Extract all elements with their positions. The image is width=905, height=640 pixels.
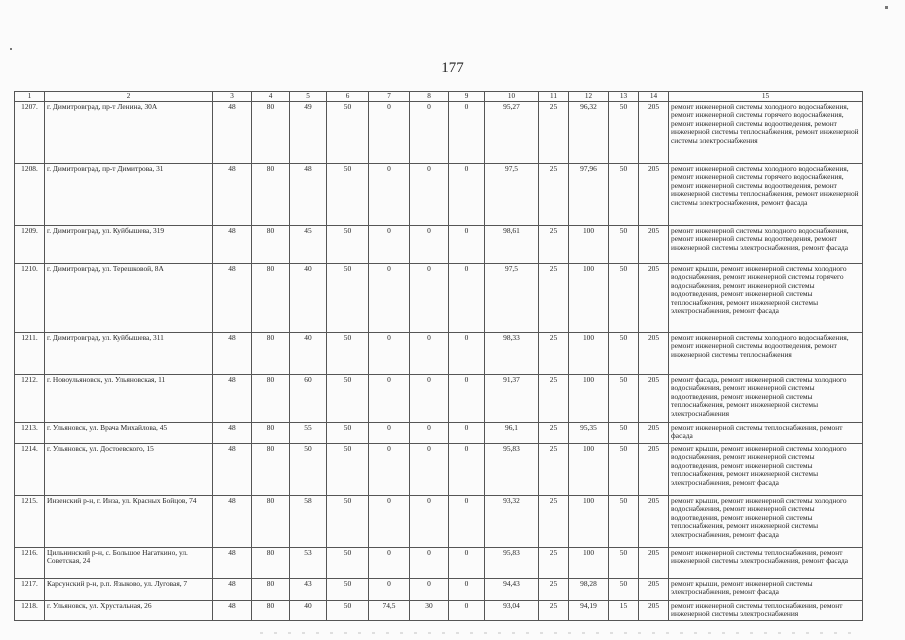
value-col7-cell: 0 (369, 495, 410, 547)
value-col11-cell: 25 (539, 547, 569, 578)
value-col4-cell: 80 (252, 263, 290, 332)
column-header: 5 (290, 92, 327, 102)
value-col13-cell: 50 (609, 374, 639, 422)
works-list-cell: ремонт инженерной системы холодного водоснабжения, ремонт инженерной системы водоотведения, ремонт инженерной системы электроснабжения, ремонт фасада (669, 225, 863, 263)
column-header: 13 (609, 92, 639, 102)
value-col6-cell: 50 (327, 263, 369, 332)
table-row (15, 600, 863, 620)
value-col14-cell: 205 (639, 495, 669, 547)
address-cell: г. Димитровград, пр-т Димитрова, 31 (45, 163, 213, 225)
value-col12-cell: 97,96 (569, 163, 609, 225)
value-col7-cell: 0 (369, 163, 410, 225)
value-col5-cell: 50 (290, 443, 327, 495)
value-col8-cell: 0 (410, 547, 449, 578)
value-col4-cell: 80 (252, 332, 290, 374)
value-col9-cell: 0 (449, 600, 485, 620)
column-header: 2 (45, 92, 213, 102)
value-col7-cell: 0 (369, 225, 410, 263)
value-col6-cell: 50 (327, 101, 369, 163)
column-header: 6 (327, 92, 369, 102)
value-col14-cell: 205 (639, 263, 669, 332)
value-col12-cell: 100 (569, 374, 609, 422)
value-col12-cell: 100 (569, 263, 609, 332)
value-col9-cell: 0 (449, 225, 485, 263)
row-number-cell: 1214. (15, 443, 45, 495)
corner-mark-top (885, 6, 888, 9)
value-col6-cell: 50 (327, 163, 369, 225)
value-col14-cell: 205 (639, 600, 669, 620)
value-col10-cell: 93,04 (485, 600, 539, 620)
table-row (15, 263, 863, 332)
value-col3-cell: 48 (213, 600, 252, 620)
works-list-cell: ремонт инженерной системы холодного водоснабжения, ремонт инженерной системы водоотведения, ремонт инженерной системы теплоснабжения (669, 332, 863, 374)
address-cell: г. Ульяновск, ул. Врача Михайлова, 45 (45, 422, 213, 443)
corner-mark-left (10, 48, 12, 50)
value-col5-cell: 55 (290, 422, 327, 443)
table-row (15, 422, 863, 443)
address-cell: Цильнинский р-н, с. Большое Нагаткино, ул. Советская, 24 (45, 547, 213, 578)
column-header: 9 (449, 92, 485, 102)
value-col10-cell: 97,5 (485, 263, 539, 332)
value-col8-cell: 0 (410, 263, 449, 332)
value-col13-cell: 50 (609, 263, 639, 332)
value-col8-cell: 0 (410, 374, 449, 422)
address-cell: г. Димитровград, ул. Куйбышева, 319 (45, 225, 213, 263)
value-col12-cell: 100 (569, 443, 609, 495)
value-col10-cell: 93,32 (485, 495, 539, 547)
works-list-cell: ремонт инженерной системы теплоснабжения, ремонт фасада (669, 422, 863, 443)
row-number-cell: 1215. (15, 495, 45, 547)
value-col7-cell: 74,5 (369, 600, 410, 620)
value-col12-cell: 94,19 (569, 600, 609, 620)
value-col11-cell: 25 (539, 443, 569, 495)
value-col7-cell: 0 (369, 374, 410, 422)
address-cell: Инзенский р-н, г. Инза, ул. Красных Бойцов, 74 (45, 495, 213, 547)
value-col4-cell: 80 (252, 547, 290, 578)
value-col6-cell: 50 (327, 578, 369, 600)
works-list-cell: ремонт инженерной системы теплоснабжения, ремонт инженерной системы электроснабжения (669, 600, 863, 620)
value-col3-cell: 48 (213, 422, 252, 443)
column-header: 4 (252, 92, 290, 102)
value-col4-cell: 80 (252, 443, 290, 495)
value-col10-cell: 96,1 (485, 422, 539, 443)
column-header: 1 (15, 92, 45, 102)
value-col4-cell: 80 (252, 495, 290, 547)
row-number-cell: 1218. (15, 600, 45, 620)
value-col4-cell: 80 (252, 422, 290, 443)
row-number-cell: 1207. (15, 101, 45, 163)
row-number-cell: 1211. (15, 332, 45, 374)
value-col10-cell: 91,37 (485, 374, 539, 422)
value-col7-cell: 0 (369, 101, 410, 163)
column-header: 12 (569, 92, 609, 102)
value-col10-cell: 94,43 (485, 578, 539, 600)
works-list-cell: ремонт инженерной системы холодного водоснабжения, ремонт инженерной системы горячего водоснабжения, ремонт инженерной системы водоотведения, ремонт инженерной системы теплоснабжения, ремонт инженерной системы электроснабжения (669, 101, 863, 163)
value-col5-cell: 43 (290, 578, 327, 600)
value-col3-cell: 48 (213, 495, 252, 547)
value-col12-cell: 100 (569, 495, 609, 547)
registry-table (14, 91, 863, 621)
value-col3-cell: 48 (213, 374, 252, 422)
row-number-cell: 1213. (15, 422, 45, 443)
row-number-cell: 1208. (15, 163, 45, 225)
value-col3-cell: 48 (213, 225, 252, 263)
value-col10-cell: 97,5 (485, 163, 539, 225)
value-col11-cell: 25 (539, 263, 569, 332)
value-col8-cell: 0 (410, 495, 449, 547)
row-number-cell: 1212. (15, 374, 45, 422)
value-col4-cell: 80 (252, 374, 290, 422)
value-col10-cell: 95,27 (485, 101, 539, 163)
value-col12-cell: 100 (569, 332, 609, 374)
address-cell: г. Димитровград, пр-т Ленина, 30А (45, 101, 213, 163)
value-col11-cell: 25 (539, 332, 569, 374)
value-col14-cell: 205 (639, 163, 669, 225)
value-col8-cell: 0 (410, 163, 449, 225)
table-row (15, 578, 863, 600)
value-col3-cell: 48 (213, 578, 252, 600)
value-col9-cell: 0 (449, 422, 485, 443)
column-header: 14 (639, 92, 669, 102)
works-list-cell: ремонт крыши, ремонт инженерной системы холодного водоснабжения, ремонт инженерной системы горячего водоснабжения, ремонт инженерной системы водоотведения, ремонт инженерной системы теплоснабжения, ремонт инженерной системы электроснабжения, ремонт фасада (669, 263, 863, 332)
value-col12-cell: 98,28 (569, 578, 609, 600)
value-col9-cell: 0 (449, 263, 485, 332)
value-col13-cell: 50 (609, 547, 639, 578)
value-col14-cell: 205 (639, 547, 669, 578)
value-col5-cell: 40 (290, 332, 327, 374)
value-col10-cell: 98,33 (485, 332, 539, 374)
works-list-cell: ремонт крыши, ремонт инженерной системы электроснабжения, ремонт фасада (669, 578, 863, 600)
value-col8-cell: 0 (410, 332, 449, 374)
value-col14-cell: 205 (639, 422, 669, 443)
value-col6-cell: 50 (327, 374, 369, 422)
value-col13-cell: 50 (609, 163, 639, 225)
row-number-cell: 1210. (15, 263, 45, 332)
table-row (15, 225, 863, 263)
value-col4-cell: 80 (252, 163, 290, 225)
value-col13-cell: 50 (609, 101, 639, 163)
value-col14-cell: 205 (639, 443, 669, 495)
value-col9-cell: 0 (449, 443, 485, 495)
value-col13-cell: 50 (609, 225, 639, 263)
address-cell: г. Ульяновск, ул. Хрустальная, 26 (45, 600, 213, 620)
value-col9-cell: 0 (449, 163, 485, 225)
value-col5-cell: 45 (290, 225, 327, 263)
value-col6-cell: 50 (327, 600, 369, 620)
column-header: 15 (669, 92, 863, 102)
value-col4-cell: 80 (252, 578, 290, 600)
value-col8-cell: 0 (410, 443, 449, 495)
table-row (15, 101, 863, 163)
value-col8-cell: 0 (410, 225, 449, 263)
column-header: 7 (369, 92, 410, 102)
value-col6-cell: 50 (327, 547, 369, 578)
value-col6-cell: 50 (327, 422, 369, 443)
value-col5-cell: 53 (290, 547, 327, 578)
row-number-cell: 1209. (15, 225, 45, 263)
value-col13-cell: 50 (609, 495, 639, 547)
value-col14-cell: 205 (639, 578, 669, 600)
row-number-cell: 1217. (15, 578, 45, 600)
row-number-cell: 1216. (15, 547, 45, 578)
value-col3-cell: 48 (213, 163, 252, 225)
value-col5-cell: 49 (290, 101, 327, 163)
value-col11-cell: 25 (539, 578, 569, 600)
value-col11-cell: 25 (539, 225, 569, 263)
table-row (15, 163, 863, 225)
value-col10-cell: 98,61 (485, 225, 539, 263)
address-cell: г. Новоульяновск, ул. Ульяновская, 11 (45, 374, 213, 422)
table-row (15, 443, 863, 495)
value-col14-cell: 205 (639, 332, 669, 374)
works-list-cell: ремонт фасада, ремонт инженерной системы холодного водоснабжения, ремонт инженерной системы водоотведения, ремонт инженерной системы теплоснабжения, ремонт инженерной системы электроснабжения (669, 374, 863, 422)
value-col4-cell: 80 (252, 225, 290, 263)
works-list-cell: ремонт крыши, ремонт инженерной системы холодного водоснабжения, ремонт инженерной системы водоотведения, ремонт инженерной системы теплоснабжения, ремонт инженерной системы электроснабжения, ремонт фасада (669, 495, 863, 547)
value-col9-cell: 0 (449, 101, 485, 163)
works-list-cell: ремонт крыши, ремонт инженерной системы холодного водоснабжения, ремонт инженерной системы водоотведения, ремонт инженерной системы теплоснабжения, ремонт инженерной системы электроснабжения, ремонт фасада (669, 443, 863, 495)
value-col9-cell: 0 (449, 332, 485, 374)
value-col12-cell: 100 (569, 225, 609, 263)
value-col10-cell: 95,83 (485, 547, 539, 578)
value-col12-cell: 96,32 (569, 101, 609, 163)
value-col10-cell: 95,83 (485, 443, 539, 495)
table-row (15, 332, 863, 374)
value-col14-cell: 205 (639, 225, 669, 263)
value-col13-cell: 50 (609, 332, 639, 374)
value-col9-cell: 0 (449, 547, 485, 578)
value-col8-cell: 0 (410, 101, 449, 163)
value-col4-cell: 80 (252, 600, 290, 620)
value-col9-cell: 0 (449, 578, 485, 600)
value-col9-cell: 0 (449, 374, 485, 422)
value-col6-cell: 50 (327, 443, 369, 495)
value-col11-cell: 25 (539, 422, 569, 443)
column-header: 3 (213, 92, 252, 102)
value-col6-cell: 50 (327, 495, 369, 547)
value-col7-cell: 0 (369, 332, 410, 374)
table-row (15, 495, 863, 547)
value-col14-cell: 205 (639, 101, 669, 163)
value-col11-cell: 25 (539, 600, 569, 620)
works-list-cell: ремонт инженерной системы холодного водоснабжения, ремонт инженерной системы горячего водоснабжения, ремонт инженерной системы водоотведения, ремонт инженерной системы теплоснабжения, ремонт инженерной системы электроснабжения, ремонт фасада (669, 163, 863, 225)
value-col7-cell: 0 (369, 263, 410, 332)
value-col7-cell: 0 (369, 547, 410, 578)
value-col9-cell: 0 (449, 495, 485, 547)
value-col5-cell: 60 (290, 374, 327, 422)
value-col3-cell: 48 (213, 263, 252, 332)
page-number: 177 (441, 60, 464, 76)
value-col5-cell: 40 (290, 263, 327, 332)
value-col6-cell: 50 (327, 225, 369, 263)
address-cell: Карсунский р-н, р.п. Языково, ул. Луговая, 7 (45, 578, 213, 600)
table-row (15, 374, 863, 422)
column-header: 11 (539, 92, 569, 102)
value-col8-cell: 30 (410, 600, 449, 620)
table-row (15, 547, 863, 578)
value-col4-cell: 80 (252, 101, 290, 163)
address-cell: г. Димитровград, ул. Терешковой, 8А (45, 263, 213, 332)
column-header: 8 (410, 92, 449, 102)
address-cell: г. Димитровград, ул. Куйбышева, 311 (45, 332, 213, 374)
value-col8-cell: 0 (410, 422, 449, 443)
value-col11-cell: 25 (539, 101, 569, 163)
value-col7-cell: 0 (369, 422, 410, 443)
value-col11-cell: 25 (539, 495, 569, 547)
value-col5-cell: 48 (290, 163, 327, 225)
value-col5-cell: 58 (290, 495, 327, 547)
value-col13-cell: 50 (609, 443, 639, 495)
column-header-row (15, 92, 863, 102)
value-col13-cell: 50 (609, 578, 639, 600)
value-col13-cell: 15 (609, 600, 639, 620)
value-col13-cell: 50 (609, 422, 639, 443)
value-col3-cell: 48 (213, 547, 252, 578)
value-col3-cell: 48 (213, 101, 252, 163)
value-col3-cell: 48 (213, 332, 252, 374)
value-col7-cell: 0 (369, 578, 410, 600)
value-col3-cell: 48 (213, 443, 252, 495)
value-col14-cell: 205 (639, 374, 669, 422)
value-col7-cell: 0 (369, 443, 410, 495)
value-col6-cell: 50 (327, 332, 369, 374)
works-list-cell: ремонт инженерной системы теплоснабжения, ремонт инженерной системы электроснабжения, ремонт фасада (669, 547, 863, 578)
value-col11-cell: 25 (539, 374, 569, 422)
value-col11-cell: 25 (539, 163, 569, 225)
value-col8-cell: 0 (410, 578, 449, 600)
column-header: 10 (485, 92, 539, 102)
value-col12-cell: 95,35 (569, 422, 609, 443)
scan-noise (260, 632, 860, 634)
address-cell: г. Ульяновск, ул. Достоевского, 15 (45, 443, 213, 495)
value-col5-cell: 40 (290, 600, 327, 620)
value-col12-cell: 100 (569, 547, 609, 578)
